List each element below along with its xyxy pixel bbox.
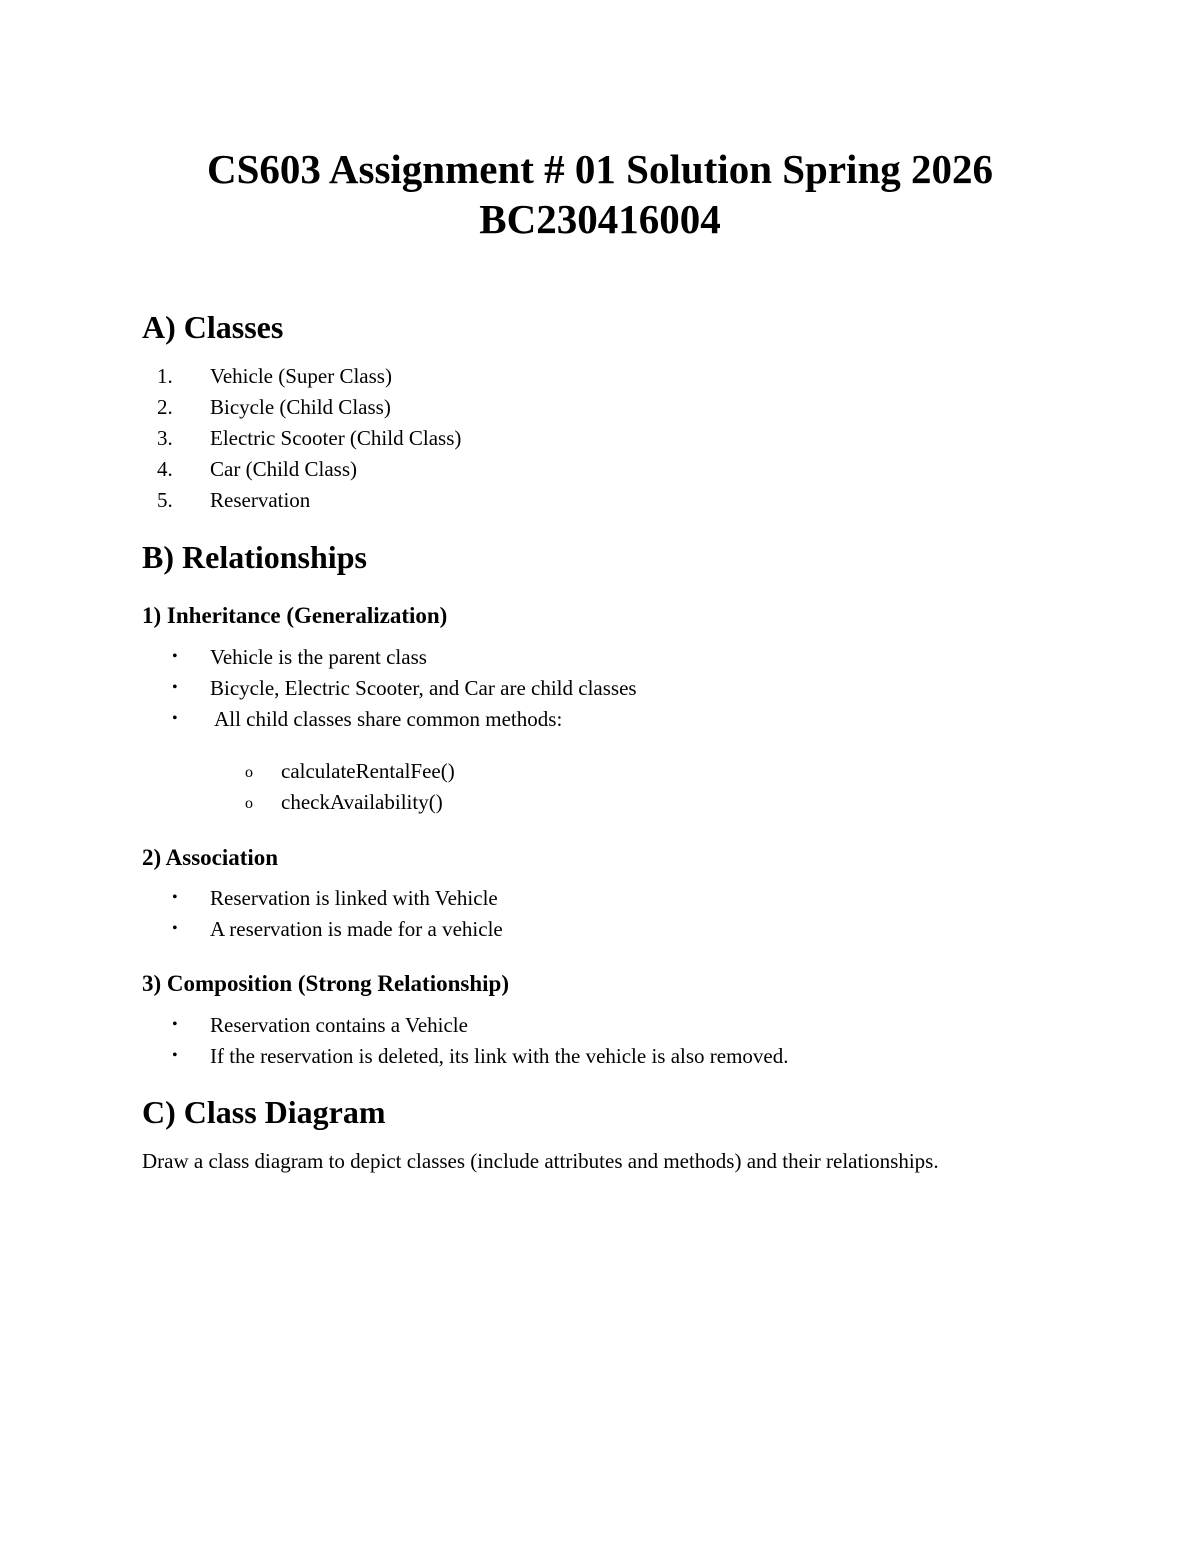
- inheritance-heading: 1) Inheritance (Generalization): [142, 603, 448, 628]
- method-name: checkAvailability(): [281, 790, 443, 814]
- composition-heading: 3) Composition (Strong Relationship): [142, 971, 509, 996]
- document-title: CS603 Assignment # 01 Solution Spring 2026: [206, 146, 993, 192]
- list-number: 5.: [157, 488, 173, 512]
- list-item-text: Reservation: [210, 488, 311, 512]
- bullet-icon: •: [172, 648, 178, 665]
- bullet-icon: •: [172, 679, 178, 696]
- list-item-text: If the reservation is deleted, its link with the vehicle is also removed.: [210, 1044, 789, 1068]
- list-item: [0, 673, 1200, 703]
- circle-bullet-icon: o: [245, 764, 253, 781]
- sub-list-item: [0, 756, 1200, 786]
- list-item: [0, 485, 1200, 515]
- list-item: [0, 392, 1200, 422]
- list-item-text: Reservation is linked with Vehicle: [210, 886, 498, 910]
- class-diagram-instruction: Draw a class diagram to depict classes (include attributes and methods) and their relationships.: [142, 1149, 939, 1173]
- list-item-text: A reservation is made for a vehicle: [210, 917, 503, 941]
- bullet-icon: •: [172, 889, 178, 906]
- sub-list-item: [0, 787, 1200, 817]
- list-number: 1.: [157, 364, 173, 388]
- list-item: [0, 642, 1200, 672]
- list-item-text: Reservation contains a Vehicle: [210, 1013, 468, 1037]
- association-heading: 2) Association: [142, 845, 279, 870]
- circle-bullet-icon: o: [245, 795, 253, 812]
- list-number: 3.: [157, 426, 173, 450]
- list-number: 2.: [157, 395, 173, 419]
- bullet-icon: •: [172, 710, 178, 727]
- list-item-text: Vehicle (Super Class): [210, 364, 392, 388]
- list-item: [0, 423, 1200, 453]
- list-number: 4.: [157, 457, 173, 481]
- list-item: [0, 883, 1200, 913]
- list-item-text: Electric Scooter (Child Class): [210, 426, 462, 450]
- bullet-icon: •: [172, 1016, 178, 1033]
- student-id: BC230416004: [479, 196, 721, 242]
- list-item-text: Car (Child Class): [210, 457, 357, 481]
- section-b-heading: B) Relationships: [142, 539, 367, 575]
- bullet-icon: •: [172, 1047, 178, 1064]
- list-item-text: All child classes share common methods:: [210, 707, 563, 731]
- section-c-heading: C) Class Diagram: [142, 1094, 386, 1130]
- list-item-text: Bicycle, Electric Scooter, and Car are child classes: [210, 676, 637, 700]
- list-item: [0, 1010, 1200, 1040]
- bullet-icon: •: [172, 920, 178, 937]
- method-name: calculateRentalFee(): [281, 759, 455, 783]
- list-item: [0, 1041, 1200, 1071]
- list-item-text: Bicycle (Child Class): [210, 395, 391, 419]
- list-item: [0, 914, 1200, 944]
- list-item: [0, 454, 1200, 484]
- list-item: [0, 361, 1200, 391]
- section-a-heading: A) Classes: [142, 309, 284, 345]
- list-item-text: Vehicle is the parent class: [210, 645, 427, 669]
- list-item: [0, 704, 1200, 734]
